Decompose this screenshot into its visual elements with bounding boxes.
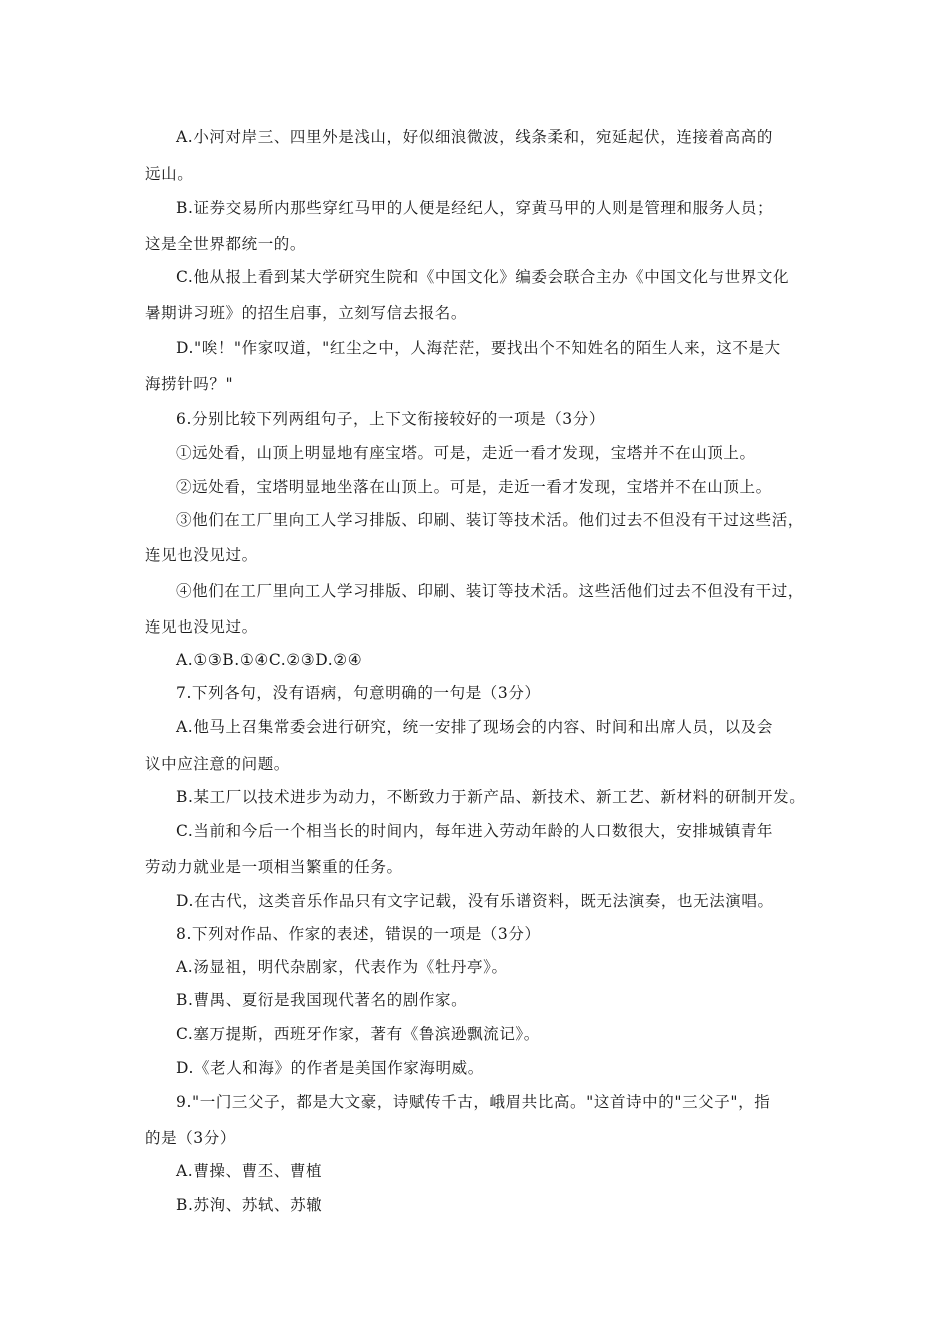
question-6: 6.分别比较下列两组句子，上下文衔接较好的一项是（3分） — [176, 410, 605, 428]
q7-option-c-line1: C.当前和今后一个相当长的时间内，每年进入劳动年龄的人口数很大，安排城镇青年 — [176, 822, 774, 840]
q7-option-a-line1: A.他马上召集常委会进行研究，统一安排了现场会的内容、时间和出席人员，以及会 — [176, 718, 773, 736]
question-9-line2: 的是（3分） — [145, 1129, 236, 1147]
question-8: 8.下列对作品、作家的表述，错误的一项是（3分） — [176, 925, 541, 943]
option-c-q5-line1: C.他从报上看到某大学研究生院和《中国文化》编委会联合主办《中国文化与世界文化 — [176, 268, 790, 286]
q7-option-d: D.在古代，这类音乐作品只有文字记载，没有乐谱资料，既无法演奏，也无法演唱。 — [176, 892, 774, 910]
option-a-q5-line2: 远山。 — [145, 165, 194, 183]
q8-option-a: A.汤显祖，明代杂剧家，代表作为《牡丹亭》。 — [176, 958, 508, 976]
q7-option-c-line2: 劳动力就业是一项相当繁重的任务。 — [145, 858, 403, 876]
q9-option-a: A.曹操、曹丕、曹植 — [176, 1162, 323, 1180]
question-9-line1: 9."一门三父子，都是大文豪，诗赋传千古，峨眉共比高。"这首诗中的"三父子"，指 — [176, 1093, 771, 1111]
option-d-q5-line1: D."唉！"作家叹道，"红尘之中，人海茫茫，要找出个不知姓名的陌生人来，这不是大 — [176, 339, 781, 357]
q9-option-b: B.苏洵、苏轼、苏辙 — [176, 1196, 323, 1214]
q6-sentence-4-line2: 连见也没见过。 — [145, 618, 258, 636]
q6-sentence-1: ①远处看，山顶上明显地有座宝塔。可是，走近一看才发现，宝塔并不在山顶上。 — [176, 444, 756, 462]
option-c-q5-line2: 暑期讲习班》的招生启事，立刻写信去报名。 — [145, 304, 468, 322]
option-b-q5-line1: B.证券交易所内那些穿红马甲的人便是经纪人，穿黄马甲的人则是管理和服务人员； — [176, 199, 774, 217]
option-d-q5-line2: 海捞针吗？" — [145, 375, 234, 393]
q6-sentence-4-line1: ④他们在工厂里向工人学习排版、印刷、装订等技术活。这些活他们过去不但没有干过， — [176, 582, 804, 600]
q8-option-b: B.曹禺、夏衍是我国现代著名的剧作家。 — [176, 991, 468, 1009]
q6-options: A.①③B.①④C.②③D.②④ — [176, 651, 363, 669]
q7-option-a-line2: 议中应注意的问题。 — [145, 755, 290, 773]
q7-option-b: B.某工厂以技术进步为动力，不断致力于新产品、新技术、新工艺、新材料的研制开发。 — [176, 788, 806, 806]
option-b-q5-line2: 这是全世界都统一的。 — [145, 235, 307, 253]
option-a-q5-line1: A.小河对岸三、四里外是浅山，好似细浪微波，线条柔和，宛延起伏，连接着高高的 — [176, 128, 773, 146]
question-7: 7.下列各句，没有语病，句意明确的一句是（3分） — [176, 684, 541, 702]
q6-sentence-3-line1: ③他们在工厂里向工人学习排版、印刷、装订等技术活。他们过去不但没有干过这些活， — [176, 511, 804, 529]
q8-option-d: D.《老人和海》的作者是美国作家海明威。 — [176, 1059, 484, 1077]
q8-option-c: C.塞万提斯，西班牙作家，著有《鲁滨逊飘流记》。 — [176, 1025, 540, 1043]
q6-sentence-2: ②远处看，宝塔明显地坐落在山顶上。可是，走近一看才发现，宝塔并不在山顶上。 — [176, 478, 772, 496]
q6-sentence-3-line2: 连见也没见过。 — [145, 546, 258, 564]
